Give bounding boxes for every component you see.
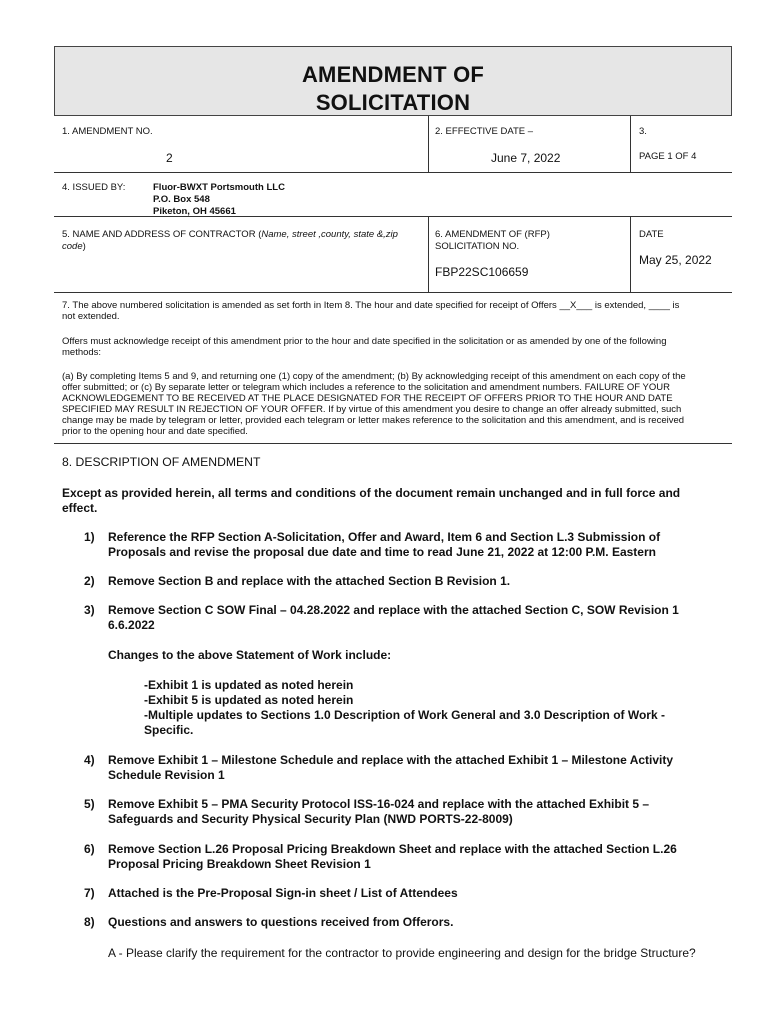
sow-change-item: -Exhibit 5 is updated as noted herein — [144, 693, 354, 707]
amendment-no-value: 2 — [166, 151, 173, 165]
box3-label: 3. — [639, 126, 647, 137]
issuer-city: Piketon, OH 45661 — [153, 206, 236, 217]
sow-change-item: -Multiple updates to Sections 1.0 Description of Work General and 3.0 Description of Work - — [144, 708, 665, 722]
list-item-number: 4) — [84, 753, 95, 767]
title-line-1: AMENDMENT OF — [301, 62, 485, 87]
amendment-no-label: 1. AMENDMENT NO. — [62, 126, 153, 137]
item7-line-1: 7. The above numbered solicitation is amended as set forth in Item 8. The hour and date specified for receipt of Offers __X___ is extended, ____ is — [62, 300, 680, 311]
item7-para3-line-5: change may be made by telegram or letter, provided each telegram or letter makes reference to the solicitation and this amendment, and is received — [62, 415, 685, 426]
issuer-name: Fluor-BWXT Portsmouth LLC — [153, 182, 285, 193]
item7-line-2: not extended. — [62, 311, 120, 322]
item7-para3-line-6: prior to the opening hour and date specified. — [62, 426, 248, 437]
list-item-number: 2) — [84, 574, 95, 588]
list-item-text: Reference the RFP Section A-Solicitation, Offer and Award, Item 6 and Section L.3 Submission of Proposals and revise the proposal due date and time to read June 21, 2022 at 12:00 P.M. Eastern — [108, 530, 661, 559]
issuer-address: P.O. Box 548 — [153, 194, 210, 205]
divider — [54, 172, 732, 173]
item7-para2-line-1: Offers must acknowledge receipt of this amendment prior to the hour and date specified in the solicitation or as amended by one of the following — [62, 336, 667, 347]
list-item-number: 3) — [84, 603, 95, 617]
page-count: PAGE 1 OF 4 — [639, 151, 697, 162]
list-item-text: Questions and answers to questions received from Offerors. — [108, 915, 454, 929]
divider — [428, 116, 429, 172]
list-item-number: 5) — [84, 797, 95, 811]
divider — [54, 443, 732, 444]
divider — [54, 292, 732, 293]
item7-para3-line-4: SPECIFIED MAY RESULT IN REJECTION OF YOUR OFFER. If by virtue of this amendment you desire to change an offer already submitted, such — [62, 404, 682, 415]
date-value: May 25, 2022 — [639, 253, 712, 267]
sow-changes-heading: Changes to the above Statement of Work include: — [108, 648, 392, 662]
sow-change-item: -Exhibit 1 is updated as noted herein — [144, 678, 354, 692]
contractor-label: 5. NAME AND ADDRESS OF CONTRACTOR (Name, street ,county, state &,zip code) — [62, 229, 398, 252]
list-item-number: 7) — [84, 886, 95, 900]
divider — [630, 116, 631, 172]
effective-date-value: June 7, 2022 — [491, 151, 561, 165]
list-item-number: 8) — [84, 915, 95, 929]
list-item-text: Attached is the Pre-Proposal Sign-in sheet / List of Attendees — [108, 886, 458, 900]
issued-by-label: 4. ISSUED BY: — [62, 182, 126, 193]
list-item-text: Remove Section C SOW Final – 04.28.2022 and replace with the attached Section C, SOW Revision 1 6.6.2022 — [108, 603, 679, 632]
sow-change-item: Specific. — [144, 723, 194, 737]
list-item-number: 1) — [84, 530, 95, 544]
item7-para3-line-1: (a) By completing Items 5 and 9, and returning one (1) copy of the amendment; (b) By acknowledging receipt of this amendment on each copy of the — [62, 371, 686, 382]
list-item-text: Remove Exhibit 5 – PMA Security Protocol ISS-16-024 and replace with the attached Exhibit 5 – Safeguards and Security Physical Security Plan (NWD PORTS-22-8009) — [108, 797, 650, 826]
list-item-text: Remove Exhibit 1 – Milestone Schedule and replace with the attached Exhibit 1 – Milestone Activity Schedule Revision 1 — [108, 753, 674, 782]
item7-para3-line-2: offer submitted; or (c) By separate letter or telegram which includes a reference to the solicitation and amendment numbers. FAILURE OF YOUR — [62, 382, 670, 393]
divider — [428, 216, 429, 292]
section8-heading: 8. DESCRIPTION OF AMENDMENT — [62, 455, 261, 469]
title-box — [54, 46, 732, 116]
section8-intro-line-1: Except as provided herein, all terms and conditions of the document remain unchanged and in full force and — [62, 486, 681, 500]
question-a: A - Please clarify the requirement for the contractor to provide engineering and design for the bridge Structure? — [108, 946, 696, 960]
section8-intro-line-2: effect. — [62, 501, 98, 515]
effective-date-label: 2. EFFECTIVE DATE – — [435, 126, 534, 137]
divider — [630, 216, 631, 292]
title-line-2: SOLICITATION — [315, 90, 471, 115]
date-label: DATE — [639, 229, 664, 240]
solicitation-number: FBP22SC106659 — [435, 265, 529, 279]
list-item-text: Remove Section L.26 Proposal Pricing Breakdown Sheet and replace with the attached Section L.26 Proposal Pricing Breakdown Sheet Revision 1 — [108, 842, 677, 871]
list-item-number: 6) — [84, 842, 95, 856]
item7-para3-line-3: ACKNOWLEDGEMENT TO BE RECEIVED AT THE PLACE DESIGNATED FOR THE RECEIPT OF OFFERS PRIOR TO THE HOUR AND DATE — [62, 393, 673, 404]
list-item-text: Remove Section B and replace with the attached Section B Revision 1. — [108, 574, 511, 588]
solicitation-label-2: SOLICITATION NO. — [435, 241, 520, 252]
item7-para2-line-2: methods: — [62, 347, 102, 358]
solicitation-label-1: 6. AMENDMENT OF (RFP) — [435, 229, 550, 240]
